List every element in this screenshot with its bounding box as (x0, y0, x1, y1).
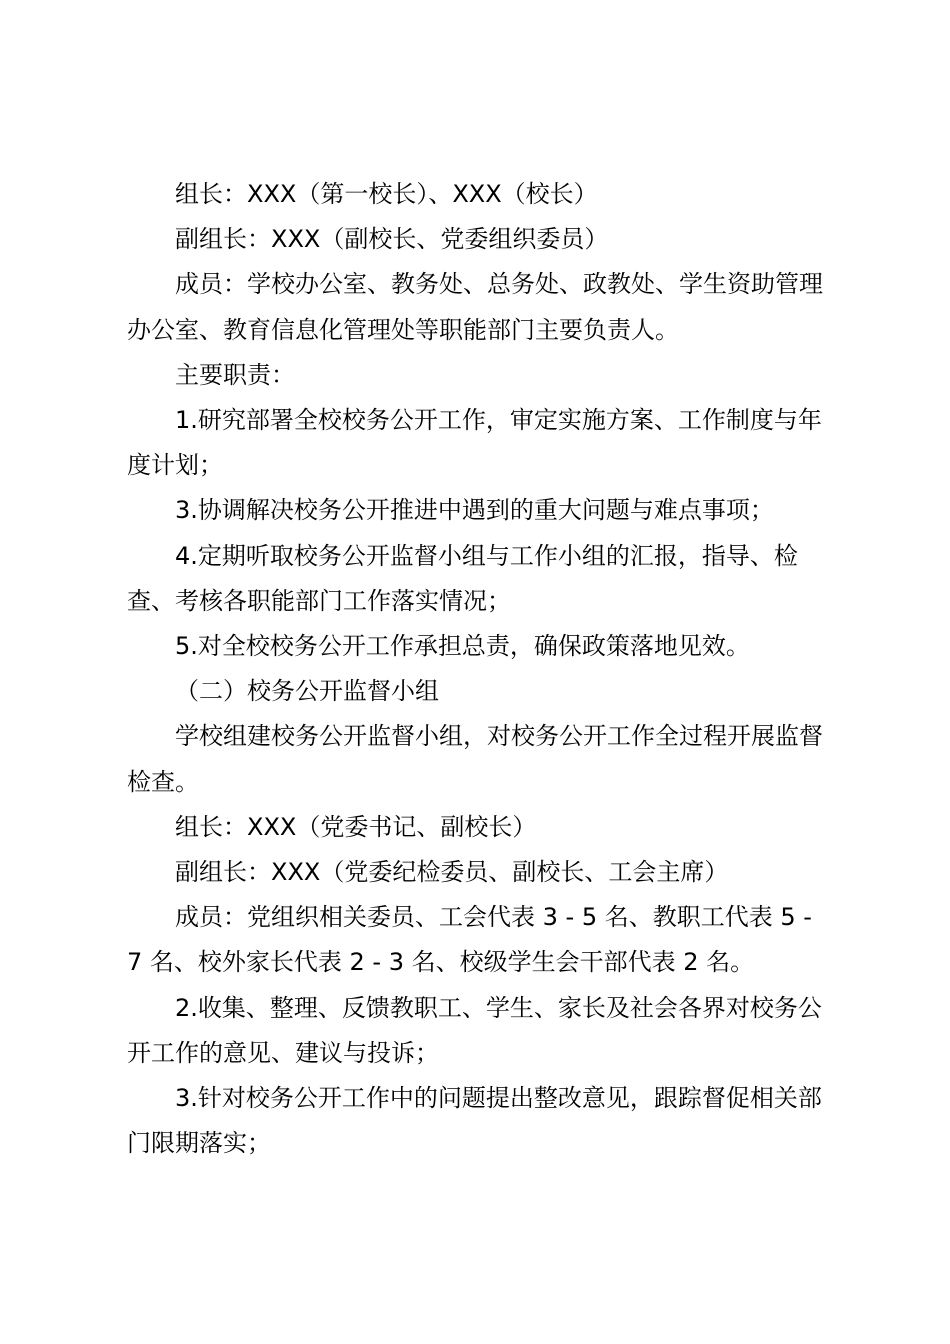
supervision-duty-item-2: 2.收集、整理、反馈教职工、学生、家长及社会各界对校务公开工作的意见、建议与投诉； (127, 993, 822, 1067)
supervision-deputy-leader-line: 副组长：XXX（党委纪检委员、副校长、工会主席） (175, 858, 729, 887)
supervision-leader-line: 组长：XXX（党委书记、副校长） (175, 812, 537, 841)
supervision-members-line: 成员：党组织相关委员、工会代表 3 - 5 名、教职工代表 5 - 7 名、校外家长代表 2 - 3 名、校级学生会干部代表 2 名。 (127, 903, 812, 977)
members-line: 成员：学校办公室、教务处、总务处、政教处、学生资助管理办公室、教育信息化管理处等职能部门主要负责人。 (127, 270, 823, 344)
leader-line: 组长：XXX（第一校长）、XXX（校长） (175, 180, 598, 208)
supervision-duty-item-3: 3.针对校务公开工作中的问题提出整改意见，跟踪督促相关部门限期落实； (127, 1084, 822, 1158)
section-heading-supervision: （二）校务公开监督小组 (175, 677, 439, 706)
duty-item-1: 1.研究部署全校校务公开工作，审定实施方案、工作制度与年度计划； (127, 406, 822, 480)
duty-item-5: 5.对全校校务公开工作承担总责，确保政策落地见效。 (175, 632, 750, 661)
supervision-intro: 学校组建校务公开监督小组，对校务公开工作全过程开展监督检查。 (127, 722, 823, 796)
duties-heading: 主要职责： (175, 360, 295, 389)
deputy-leader-line: 副组长：XXX（副校长、党委组织委员） (175, 225, 609, 254)
document-body (127, 172, 833, 1166)
duty-item-4: 4.定期听取校务公开监督小组与工作小组的汇报，指导、检查、考核各职能部门工作落实情况； (127, 541, 798, 615)
duty-item-3: 3.协调解决校务公开推进中遇到的重大问题与难点事项； (175, 496, 774, 525)
